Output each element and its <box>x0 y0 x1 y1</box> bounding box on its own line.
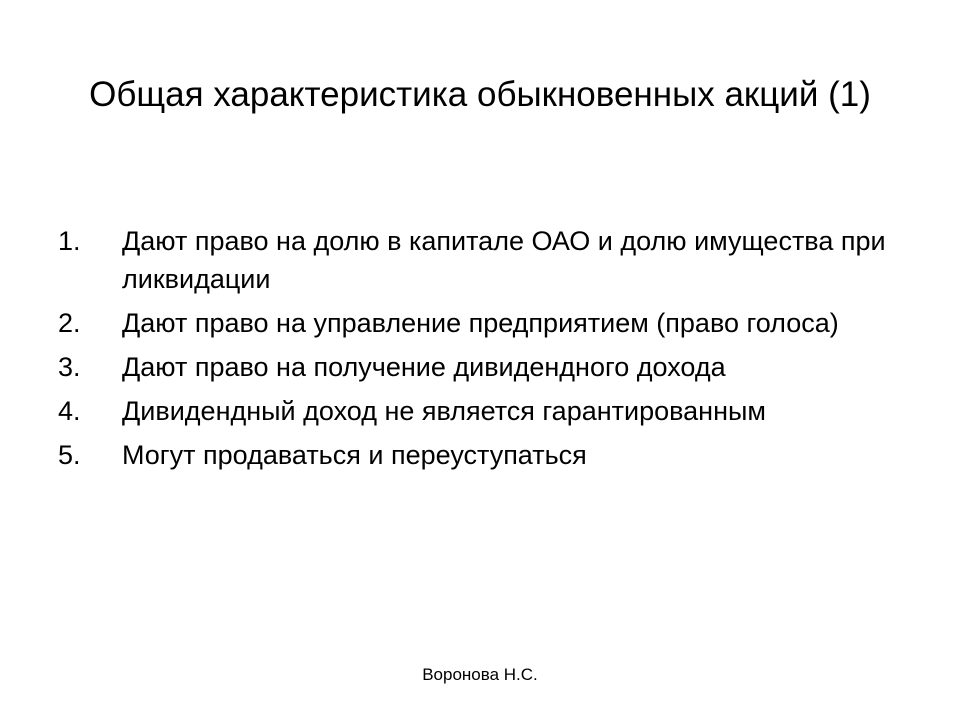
list-item-number: 3. <box>58 352 81 382</box>
list-item <box>58 304 918 342</box>
list-item-text: Дивидендный доход не является гарантированным <box>122 396 766 426</box>
list-item-number: 1. <box>58 226 81 256</box>
list-item-number: 2. <box>58 308 81 338</box>
list-item-text: Могут продаваться и переуступаться <box>122 440 587 470</box>
footer-author: Воронова Н.С. <box>422 665 538 684</box>
list-item-text: Дают право на получение дивидендного дохода <box>122 352 726 382</box>
list-item <box>58 222 918 298</box>
list-item-text: Дают право на управление предприятием (право голоса) <box>122 308 839 338</box>
list-item <box>58 392 918 430</box>
list-item <box>58 348 918 386</box>
list-item <box>58 436 918 474</box>
list-item-number: 5. <box>58 440 81 470</box>
list-item-text: Дают право на долю в капитале ОАО и долю имущества при ликвидации <box>122 226 886 294</box>
list-item-number: 4. <box>58 396 81 426</box>
slide-title: Общая характеристика обыкновенных акций (1) <box>89 75 871 114</box>
content-list <box>58 222 918 480</box>
